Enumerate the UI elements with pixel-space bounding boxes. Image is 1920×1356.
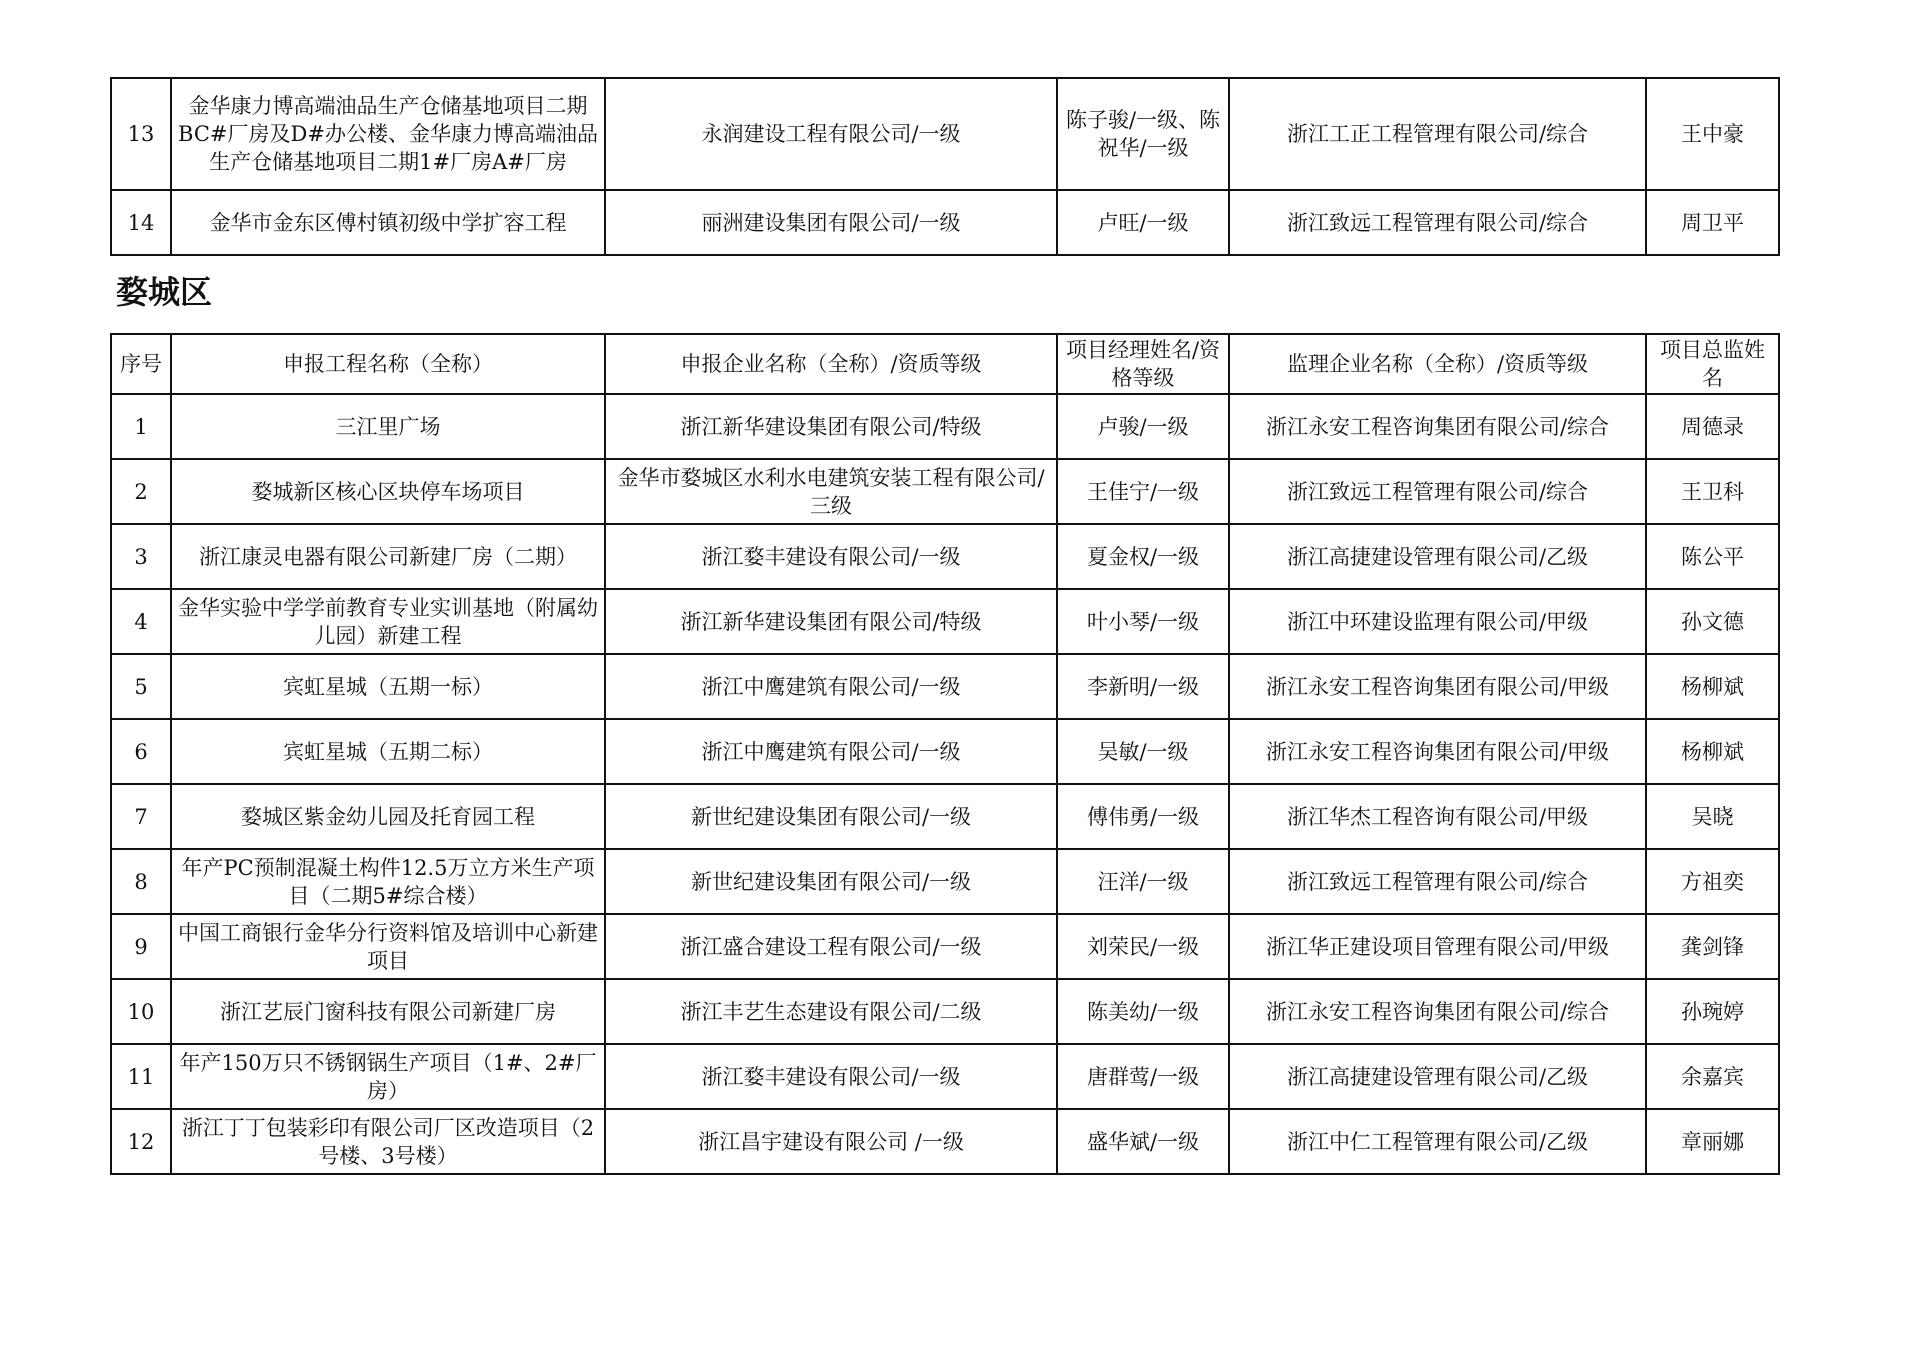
header-manager: 项目经理姓名/资格等级 (1057, 334, 1229, 394)
seq-cell: 4 (111, 589, 171, 654)
project-name-cell: 中国工商银行金华分行资料馆及培训中心新建项目 (171, 914, 605, 979)
company-cell: 浙江新华建设集团有限公司/特级 (605, 394, 1057, 459)
seq-cell: 9 (111, 914, 171, 979)
manager-cell: 夏金权/一级 (1057, 524, 1229, 589)
seq-cell: 1 (111, 394, 171, 459)
project-name-cell: 婺城区紫金幼儿园及托育园工程 (171, 784, 605, 849)
supervisor-cell: 浙江致远工程管理有限公司/综合 (1229, 849, 1646, 914)
company-cell: 浙江昌宇建设有限公司 /一级 (605, 1109, 1057, 1174)
director-cell: 龚剑锋 (1646, 914, 1779, 979)
supervisor-cell: 浙江永安工程咨询集团有限公司/综合 (1229, 394, 1646, 459)
supervisor-cell: 浙江高捷建设管理有限公司/乙级 (1229, 524, 1646, 589)
table-row (111, 849, 1779, 914)
header-director: 项目总监姓名 (1646, 334, 1779, 394)
seq-cell: 10 (111, 979, 171, 1044)
project-name-cell: 年产PC预制混凝土构件12.5万立方米生产项目（二期5#综合楼） (171, 849, 605, 914)
company-cell: 永润建设工程有限公司/一级 (605, 78, 1057, 190)
previous-section-table (110, 77, 1780, 256)
supervisor-cell: 浙江永安工程咨询集团有限公司/综合 (1229, 979, 1646, 1044)
project-name-cell: 浙江丁丁包装彩印有限公司厂区改造项目（2号楼、3号楼） (171, 1109, 605, 1174)
manager-cell: 傅伟勇/一级 (1057, 784, 1229, 849)
director-cell: 杨柳斌 (1646, 654, 1779, 719)
supervisor-cell: 浙江致远工程管理有限公司/综合 (1229, 459, 1646, 524)
director-cell: 周卫平 (1646, 190, 1779, 255)
company-cell: 浙江婺丰建设有限公司/一级 (605, 1044, 1057, 1109)
seq-cell: 13 (111, 78, 171, 190)
project-name-cell: 宾虹星城（五期一标） (171, 654, 605, 719)
director-cell: 章丽娜 (1646, 1109, 1779, 1174)
header-company: 申报企业名称（全称）/资质等级 (605, 334, 1057, 394)
table-row (111, 589, 1779, 654)
manager-cell: 陈子骏/一级、陈祝华/一级 (1057, 78, 1229, 190)
manager-cell: 唐群莺/一级 (1057, 1044, 1229, 1109)
manager-cell: 吴敏/一级 (1057, 719, 1229, 784)
manager-cell: 卢旺/一级 (1057, 190, 1229, 255)
company-cell: 金华市婺城区水利水电建筑安装工程有限公司/三级 (605, 459, 1057, 524)
seq-cell: 11 (111, 1044, 171, 1109)
seq-cell: 2 (111, 459, 171, 524)
table-row (111, 979, 1779, 1044)
supervisor-cell: 浙江中仁工程管理有限公司/乙级 (1229, 1109, 1646, 1174)
table-row (111, 459, 1779, 524)
section-title: 婺城区 (116, 273, 213, 311)
manager-cell: 王佳宁/一级 (1057, 459, 1229, 524)
seq-cell: 7 (111, 784, 171, 849)
project-name-cell: 浙江艺辰门窗科技有限公司新建厂房 (171, 979, 605, 1044)
supervisor-cell: 浙江致远工程管理有限公司/综合 (1229, 190, 1646, 255)
manager-cell: 刘荣民/一级 (1057, 914, 1229, 979)
supervisor-cell: 浙江中环建设监理有限公司/甲级 (1229, 589, 1646, 654)
seq-cell: 5 (111, 654, 171, 719)
director-cell: 孙琬婷 (1646, 979, 1779, 1044)
project-name-cell: 金华康力博高端油品生产仓储基地项目二期BC#厂房及D#办公楼、金华康力博高端油品生产仓储基地项目二期1#厂房A#厂房 (171, 78, 605, 190)
header-supervisor: 监理企业名称（全称）/资质等级 (1229, 334, 1646, 394)
director-cell: 方祖奕 (1646, 849, 1779, 914)
supervisor-cell: 浙江工正工程管理有限公司/综合 (1229, 78, 1646, 190)
company-cell: 丽洲建设集团有限公司/一级 (605, 190, 1057, 255)
director-cell: 王卫科 (1646, 459, 1779, 524)
seq-cell: 14 (111, 190, 171, 255)
table-row (111, 914, 1779, 979)
table-row (111, 654, 1779, 719)
director-cell: 余嘉宾 (1646, 1044, 1779, 1109)
director-cell: 孙文德 (1646, 589, 1779, 654)
director-cell: 周德录 (1646, 394, 1779, 459)
director-cell: 陈公平 (1646, 524, 1779, 589)
manager-cell: 叶小琴/一级 (1057, 589, 1229, 654)
company-cell: 浙江中鹰建筑有限公司/一级 (605, 719, 1057, 784)
manager-cell: 汪洋/一级 (1057, 849, 1229, 914)
project-name-cell: 年产150万只不锈钢锅生产项目（1#、2#厂房） (171, 1044, 605, 1109)
seq-cell: 6 (111, 719, 171, 784)
project-name-cell: 金华实验中学学前教育专业实训基地（附属幼儿园）新建工程 (171, 589, 605, 654)
manager-cell: 盛华斌/一级 (1057, 1109, 1229, 1174)
company-cell: 浙江中鹰建筑有限公司/一级 (605, 654, 1057, 719)
seq-cell: 8 (111, 849, 171, 914)
director-cell: 王中豪 (1646, 78, 1779, 190)
supervisor-cell: 浙江永安工程咨询集团有限公司/甲级 (1229, 719, 1646, 784)
company-cell: 浙江婺丰建设有限公司/一级 (605, 524, 1057, 589)
supervisor-cell: 浙江华杰工程咨询有限公司/甲级 (1229, 784, 1646, 849)
table-row (111, 78, 1779, 190)
supervisor-cell: 浙江华正建设项目管理有限公司/甲级 (1229, 914, 1646, 979)
table-row (111, 784, 1779, 849)
header-seq: 序号 (111, 334, 171, 394)
supervisor-cell: 浙江高捷建设管理有限公司/乙级 (1229, 1044, 1646, 1109)
company-cell: 浙江新华建设集团有限公司/特级 (605, 589, 1057, 654)
company-cell: 浙江丰艺生态建设有限公司/二级 (605, 979, 1057, 1044)
table-row (111, 1044, 1779, 1109)
manager-cell: 卢骏/一级 (1057, 394, 1229, 459)
supervisor-cell: 浙江永安工程咨询集团有限公司/甲级 (1229, 654, 1646, 719)
project-name-cell: 金华市金东区傅村镇初级中学扩容工程 (171, 190, 605, 255)
project-name-cell: 浙江康灵电器有限公司新建厂房（二期） (171, 524, 605, 589)
company-cell: 新世纪建设集团有限公司/一级 (605, 849, 1057, 914)
director-cell: 吴晓 (1646, 784, 1779, 849)
company-cell: 浙江盛合建设工程有限公司/一级 (605, 914, 1057, 979)
table-row (111, 1109, 1779, 1174)
manager-cell: 李新明/一级 (1057, 654, 1229, 719)
seq-cell: 3 (111, 524, 171, 589)
director-cell: 杨柳斌 (1646, 719, 1779, 784)
seq-cell: 12 (111, 1109, 171, 1174)
project-name-cell: 婺城新区核心区块停车场项目 (171, 459, 605, 524)
table-row (111, 719, 1779, 784)
project-name-cell: 宾虹星城（五期二标） (171, 719, 605, 784)
table-row (111, 394, 1779, 459)
company-cell: 新世纪建设集团有限公司/一级 (605, 784, 1057, 849)
table-row (111, 190, 1779, 255)
manager-cell: 陈美幼/一级 (1057, 979, 1229, 1044)
project-name-cell: 三江里广场 (171, 394, 605, 459)
table-row (111, 524, 1779, 589)
project-table (110, 333, 1780, 1175)
table-header-row (111, 334, 1779, 394)
header-project-name: 申报工程名称（全称） (171, 334, 605, 394)
